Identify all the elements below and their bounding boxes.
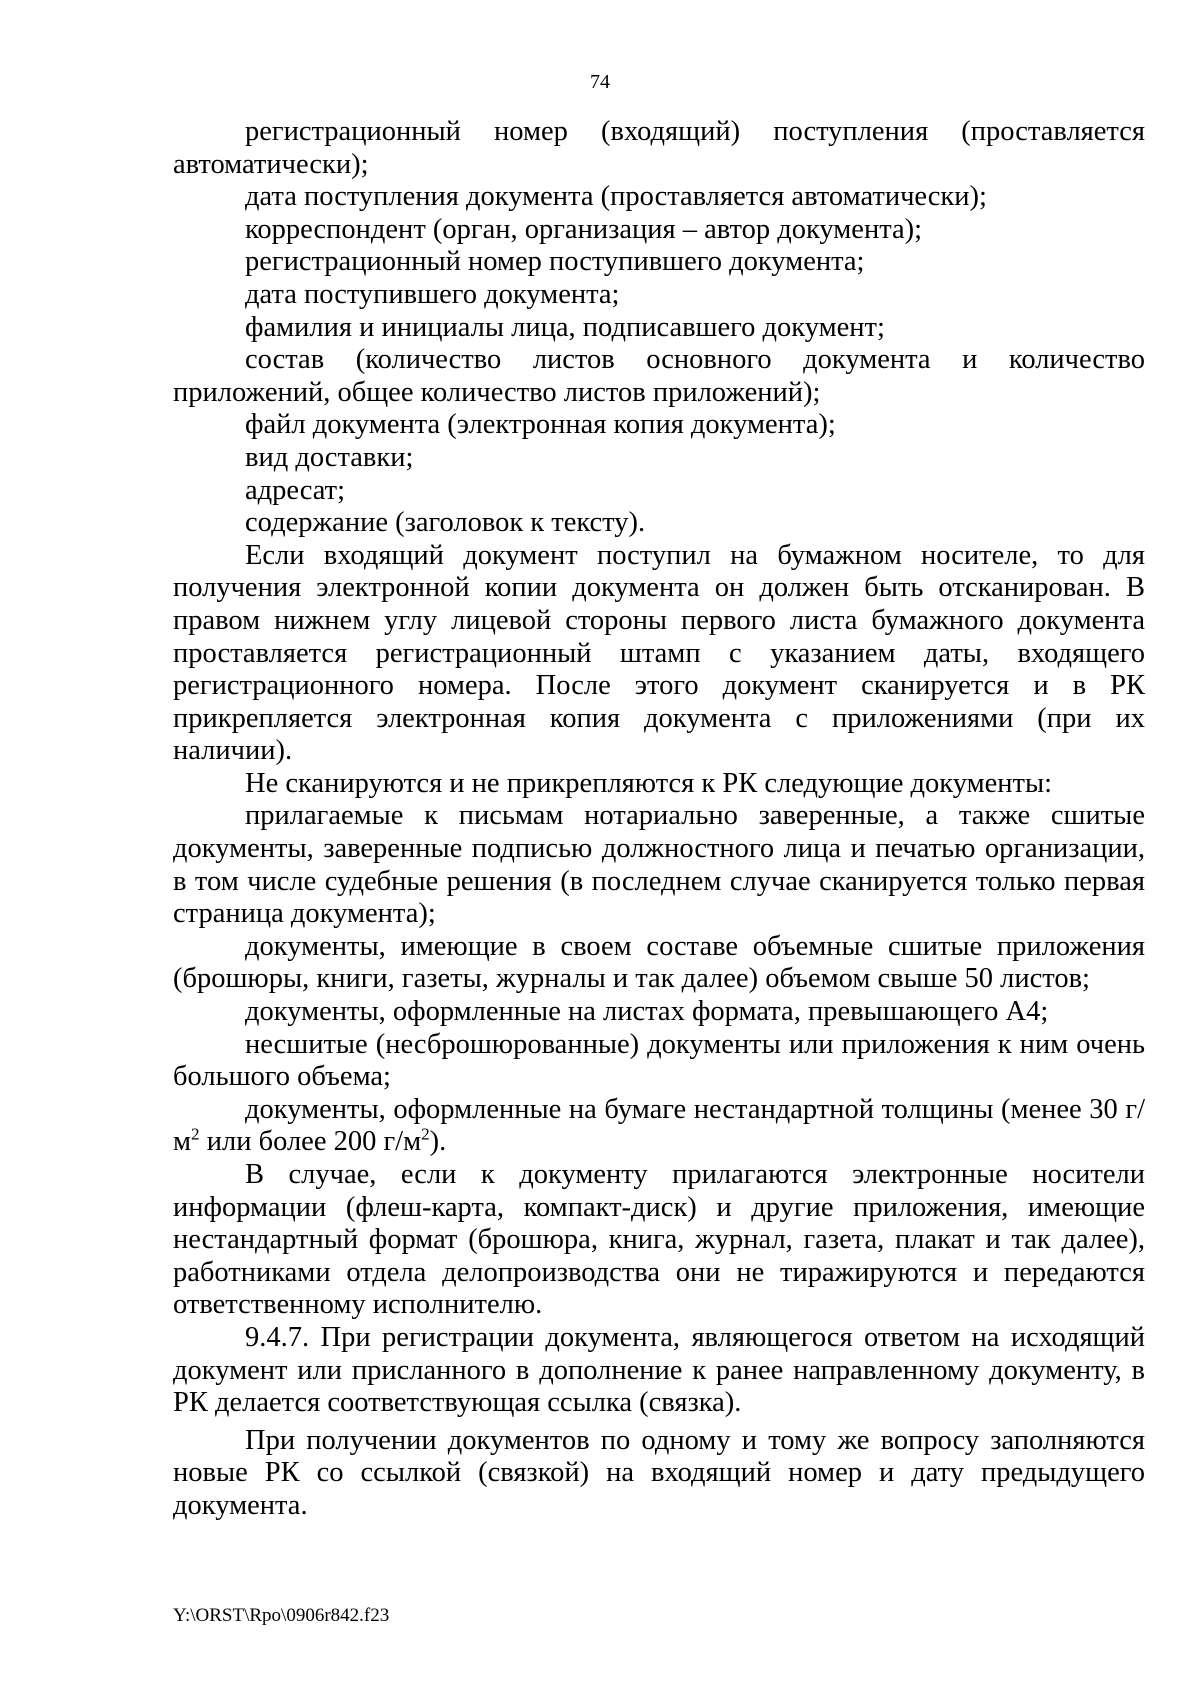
list-item: регистрационный номер поступившего документа;	[245, 246, 865, 278]
list-item: вид доставки;	[245, 441, 414, 473]
paragraph-not-scanned-item: несшитые (несброшюрованные) документы или приложения к ним очень большого объема;	[173, 1028, 1145, 1093]
paragraph-not-scanned-item: документы, имеющие в своем составе объемные сшитые приложения (брошюры, книги, газеты, журналы и так далее) объемом свыше 50 листов;	[173, 930, 1145, 995]
paper-density-text: или более 200 г/м	[199, 1126, 422, 1158]
paragraph-section-9-4-7: 9.4.7. При регистрации документа, являющегося ответом на исходящий документ или присланного в дополнение к ранее направленному документу, в РК делается соответствующая ссылка (связка).	[173, 1321, 1145, 1419]
footer-file-path: Y:\ORST\Rpo\0906r842.f23	[173, 1605, 390, 1626]
paragraph-not-scanned-intro: Не сканируются и не прикрепляются к РК следующие документы:	[245, 767, 1053, 799]
paragraph-scan-rule: Если входящий документ поступил на бумажном носителе, то для получения электронной копии документа он должен быть отсканирован. В правом нижнем углу лицевой стороны первого листа бумажного документа проставляется регистрационный штамп с указанием даты, входящего регистрационного номера. После этого документ сканируется и в РК прикрепляется электронная копия документа с приложениями (при их наличии).	[173, 539, 1145, 767]
paragraph-not-scanned-item	[173, 1094, 1145, 1159]
paragraph-same-question: При получении документов по одному и тому же вопросу заполняются новые РК со ссылкой (связкой) на входящий номер и дату предыдущего документа.	[173, 1424, 1145, 1521]
list-item: адресат;	[245, 474, 346, 506]
list-item: регистрационный номер (входящий) поступления (проставляется автоматически);	[173, 116, 1145, 180]
list-item: корреспондент (орган, организация – автор документа);	[245, 213, 923, 245]
list-item: файл документа (электронная копия документа);	[245, 409, 836, 441]
list-item: дата поступления документа (проставляется автоматически);	[245, 181, 987, 213]
superscript: 2	[191, 1124, 200, 1144]
paper-density-text: ).	[429, 1126, 447, 1158]
list-item: содержание (заголовок к тексту).	[245, 507, 646, 539]
document-body	[173, 116, 1145, 1523]
superscript: 2	[421, 1124, 430, 1144]
paper-density-text: документы, оформленные на бумаге нестандартной толщины (менее 30 г/м	[173, 1093, 1145, 1158]
list-item: дата поступившего документа;	[245, 278, 620, 310]
paragraph-media-rule: В случае, если к документу прилагаются электронные носители информации (флеш-карта, компакт-диск) и другие приложения, имеющие нестандартный формат (брошюра, книга, журнал, газета, плакат и так далее), работниками отдела делопроизводства они не тиражируются и передаются ответственному исполнителю.	[173, 1159, 1145, 1321]
paragraph-not-scanned-item: документы, оформленные на листах формата, превышающего А4;	[245, 996, 1049, 1028]
page-number: 74	[590, 71, 610, 93]
paragraph-not-scanned-item: прилагаемые к письмам нотариально заверенные, а также сшитые документы, заверенные подписью должностного лица и печатью организации, в том числе судебные решения (в последнем случае сканируется только первая страница документа);	[173, 800, 1145, 930]
list-item: состав (количество листов основного документа и количество приложений, общее количество листов приложений);	[173, 344, 1145, 408]
list-item: фамилия и инициалы лица, подписавшего документ;	[245, 311, 885, 343]
